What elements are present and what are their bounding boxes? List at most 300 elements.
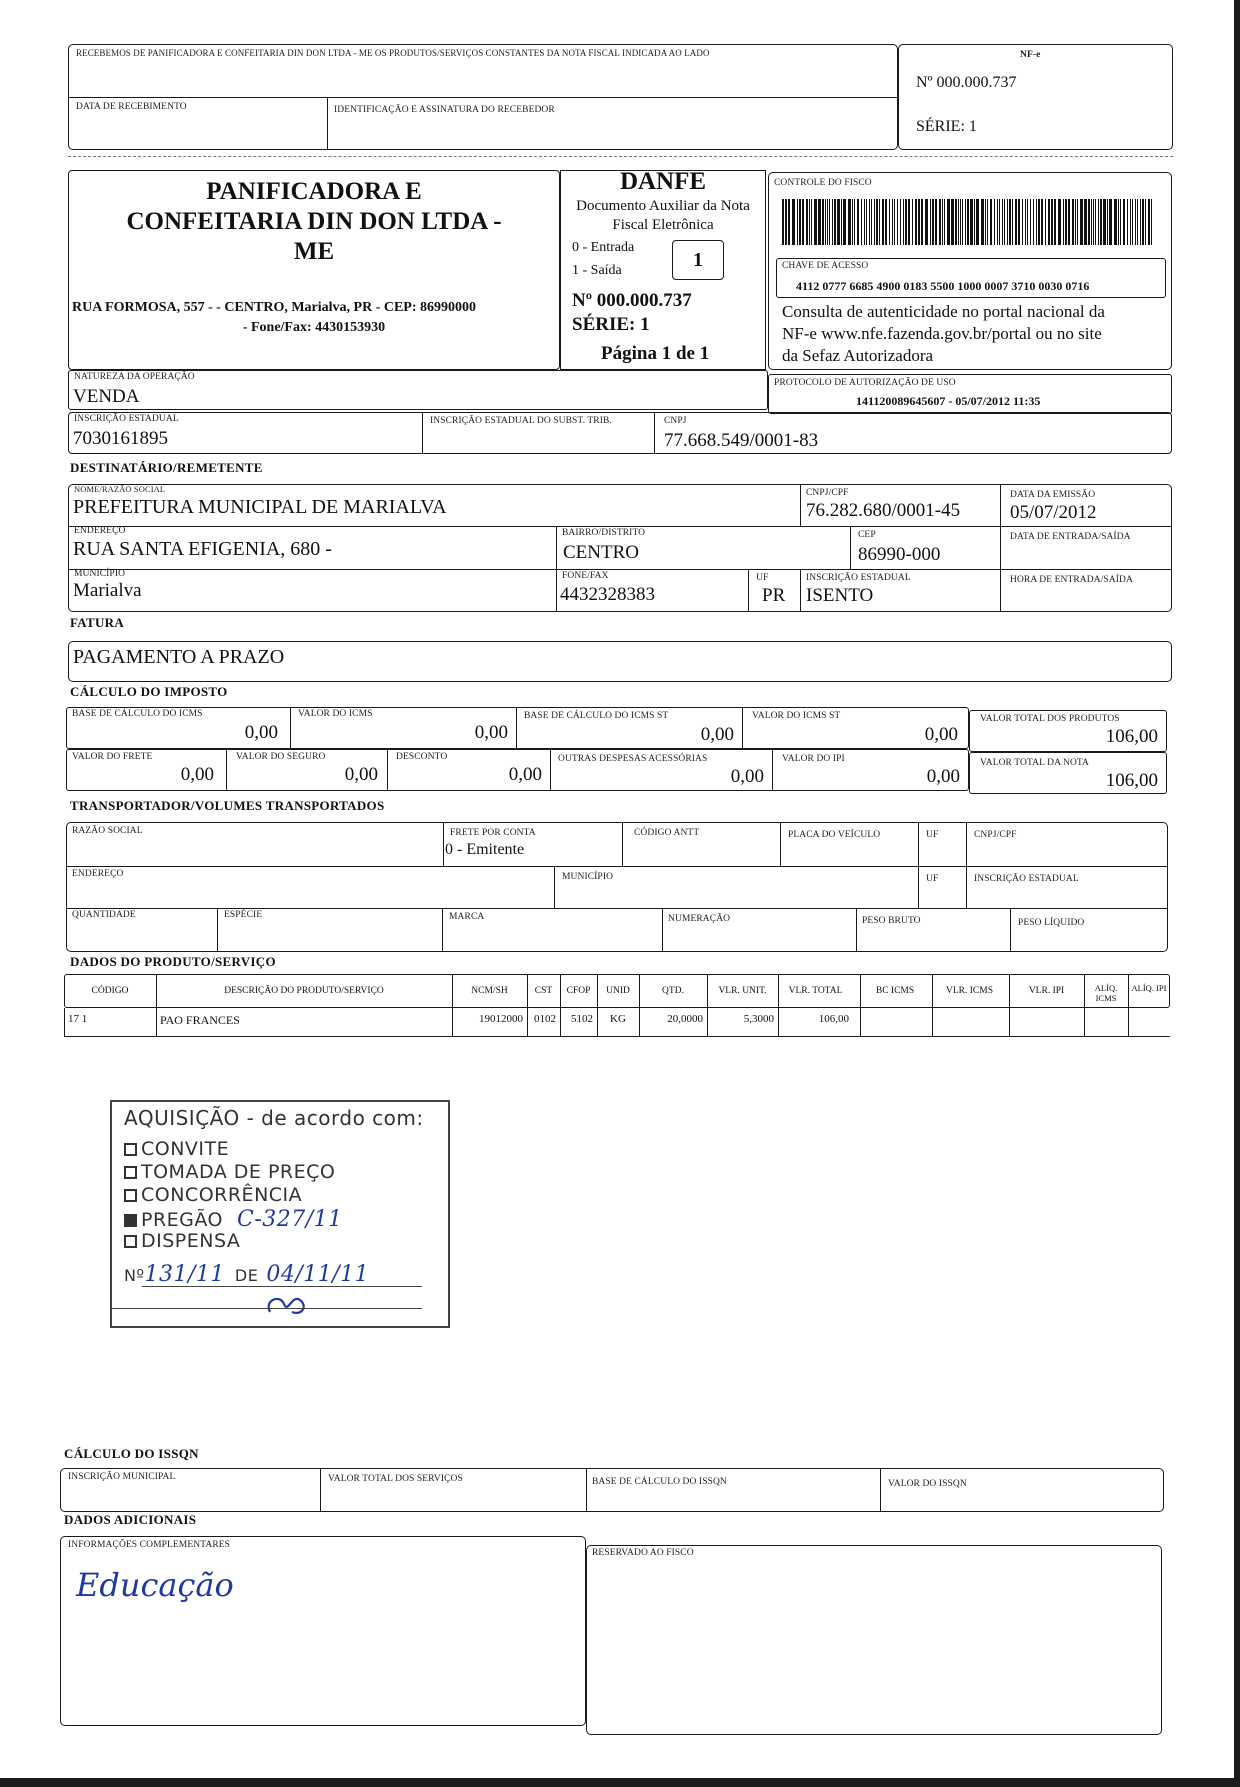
barcode-bar <box>797 199 798 245</box>
danfe-subtitle-line2: Fiscal Eletrônica <box>612 217 714 233</box>
products-header-cell: ALÍQ. ICMS <box>1094 983 1118 1003</box>
total-nota: 106,00 <box>1105 770 1158 791</box>
barcode-bar <box>822 199 824 245</box>
products-header-cell: VLR. TOTAL <box>788 986 843 996</box>
rec-uf: PR <box>762 585 786 606</box>
danfe-page: Página 1 de 1 <box>601 343 710 364</box>
reservado-box <box>586 1545 1162 1735</box>
rec-endereco: RUA SANTA EFIGENIA, 680 - <box>73 538 332 560</box>
total-produtos-label: VALOR TOTAL DOS PRODUTOS <box>980 714 1120 724</box>
barcode-bar <box>1015 199 1017 245</box>
barcode-bar <box>857 199 859 245</box>
products-header-cell: QTD. <box>662 986 684 996</box>
tr-uf2-label: UF <box>926 874 939 884</box>
tr-v7 <box>217 908 218 952</box>
desconto: 0,00 <box>508 764 542 785</box>
desconto-label: DESCONTO <box>396 752 448 762</box>
barcode-bar <box>792 199 795 245</box>
barcode-bar <box>876 199 878 245</box>
tr-frete: 0 - Emitente <box>445 841 525 858</box>
barcode-bar <box>990 199 992 245</box>
rec-municipio-label: MUNICÍPIO <box>74 569 126 579</box>
frete: 0,00 <box>180 764 214 785</box>
receipt-divider <box>68 97 898 98</box>
barcode-bar <box>1068 199 1070 245</box>
rec-v4 <box>748 569 749 612</box>
stamp-option-pregao: PREGÃO C-327/11 <box>124 1207 343 1232</box>
barcode-bar <box>837 199 840 245</box>
rec-ie-label: INSCRIÇÃO ESTADUAL <box>806 573 911 583</box>
protocolo-label: PROTOCOLO DE AUTORIZAÇÃO DE USO <box>774 378 956 388</box>
base-icms: 0,00 <box>244 722 278 743</box>
barcode-bar <box>802 199 804 245</box>
barcode-bar <box>806 199 808 245</box>
checkbox-dispensa <box>124 1235 137 1248</box>
barcode-bar <box>879 199 880 245</box>
danfe-entrada: 0 - Entrada <box>572 240 635 255</box>
barcode-bar <box>799 199 801 245</box>
barcode-bar <box>854 199 855 245</box>
ipi: 0,00 <box>926 766 960 787</box>
barcode-bar <box>1135 199 1136 245</box>
imp-v4 <box>226 749 227 791</box>
rec-name: PREFEITURA MUNICIPAL DE MARIALVA <box>73 496 447 518</box>
products-row-cell: 17 1 <box>68 1013 88 1025</box>
products-col-divider <box>932 974 933 1036</box>
barcode-bar <box>1022 199 1023 245</box>
tr-ie-label: INSCRIÇÃO ESTADUAL <box>974 874 1079 884</box>
rec-bairro: CENTRO <box>563 542 639 563</box>
products-row-cell: 5102 <box>571 1013 593 1025</box>
danfe-number: Nº 000.000.737 <box>572 290 692 311</box>
barcode-bar <box>915 199 917 245</box>
barcode-bar <box>782 199 784 245</box>
stamp-option-concorrencia: CONCORRÊNCIA <box>124 1184 302 1206</box>
issqn-section: CÁLCULO DO ISSQN <box>64 1446 199 1461</box>
tr-municipio-label: MUNICÍPIO <box>562 872 614 882</box>
valor-st-label: VALOR DO ICMS ST <box>752 711 841 721</box>
barcode-bar <box>908 199 910 245</box>
issuer-name-line1: PANIFICADORA E <box>206 178 422 205</box>
barcode-bar <box>994 199 995 245</box>
stamp-signature-line <box>112 1308 422 1309</box>
barcode-bar <box>903 199 904 245</box>
valor-icms-label: VALOR DO ICMS <box>298 709 373 719</box>
products-col-divider <box>560 974 561 1036</box>
imp-v5 <box>387 749 388 791</box>
issuer-address-line1: RUA FORMOSA, 557 - - CENTRO, Marialva, PR - CEP: 86990000 <box>72 300 477 315</box>
tr-v11 <box>1010 908 1011 952</box>
barcode-bar <box>970 199 973 245</box>
checkbox-tomada <box>124 1166 137 1179</box>
cnpj-value: 77.668.549/0001-83 <box>664 430 819 451</box>
rec-cep: 86990-000 <box>858 544 941 565</box>
natureza-label: NATUREZA DA OPERAÇÃO <box>74 372 195 382</box>
reservado-label: RESERVADO AO FISCO <box>592 1548 694 1558</box>
barcode-bar <box>939 199 941 245</box>
barcode-bar <box>942 199 943 245</box>
fatura-section: FATURA <box>70 615 125 630</box>
barcode-bar <box>814 199 817 245</box>
products-row-cell: KG <box>610 1013 626 1025</box>
tr-cnpj-label: CNPJ/CPF <box>974 830 1017 840</box>
issuer-address-line2: - Fone/Fax: 4430153930 <box>242 320 386 335</box>
rec-hora-label: HORA DE ENTRADA/SAÍDA <box>1010 575 1133 585</box>
base-st: 0,00 <box>700 724 734 745</box>
barcode-bar <box>1027 199 1028 245</box>
barcode-bar <box>825 199 826 245</box>
barcode-bar <box>1142 199 1144 245</box>
fatura-text: PAGAMENTO A PRAZO <box>73 646 285 668</box>
tr-v10 <box>856 908 857 952</box>
protocolo-value: 141120089645607 - 05/07/2012 11:35 <box>856 394 1041 408</box>
rec-name-label: NOME/RAZÃO SOCIAL <box>74 484 166 494</box>
tr-v8 <box>442 908 443 952</box>
tr-numeracao-label: NUMERAÇÃO <box>668 914 731 924</box>
tr-v6 <box>554 866 555 908</box>
checkbox-concorrencia <box>124 1189 137 1202</box>
barcode-bar <box>1038 199 1040 245</box>
barcode-bar <box>932 199 934 245</box>
rec-endereco-label: ENDEREÇO <box>74 526 126 536</box>
products-col-divider <box>597 974 598 1036</box>
barcode-bar <box>1095 199 1096 245</box>
barcode-bar <box>944 199 945 245</box>
total-nota-label: VALOR TOTAL DA NOTA <box>980 758 1090 768</box>
rec-emissao: 05/07/2012 <box>1010 502 1097 523</box>
receipt-header: RECEBEMOS DE PANIFICADORA E CONFEITARIA DIN DON LTDA - ME OS PRODUTOS/SERVIÇOS CONSTANTES DA NOTA FISCAL INDICADA AO LADO <box>76 48 710 58</box>
tr-h1 <box>66 866 1168 867</box>
barcode-bar <box>1033 199 1034 245</box>
barcode-bar <box>1100 199 1102 245</box>
barcode-bar <box>1009 199 1011 245</box>
barcode-bar <box>985 199 986 245</box>
products-row-cell: 5,3000 <box>743 1013 774 1025</box>
barcode-bar <box>897 199 898 245</box>
prod-left-edge <box>64 1008 65 1036</box>
ie-box <box>68 412 1172 454</box>
recipient-section: DESTINATÁRIO/REMETENTE <box>70 460 263 475</box>
barcode-bar <box>1065 199 1067 245</box>
rec-cnpj: 76.282.680/0001-45 <box>806 500 961 521</box>
barcode-bar <box>1012 199 1013 245</box>
danfe-serie: SÉRIE: 1 <box>572 314 650 335</box>
barcode-bar <box>861 199 862 245</box>
barcode-bar <box>935 199 937 245</box>
signature-initials <box>262 1290 322 1320</box>
ie-div1 <box>422 412 423 454</box>
rec-v5 <box>800 569 801 612</box>
products-header-cell: VLR. IPI <box>1028 986 1065 996</box>
barcode-bar <box>921 199 923 245</box>
tr-marca-label: MARCA <box>449 912 485 922</box>
outras-label: OUTRAS DESPESAS ACESSÓRIAS <box>558 754 708 764</box>
barcode-bar <box>785 199 787 245</box>
barcode-bar <box>1148 199 1150 245</box>
barcode-bar <box>874 199 875 245</box>
tr-frete-label: FRETE POR CONTA <box>450 828 536 838</box>
products-row-cell: PAO FRANCES <box>160 1013 240 1027</box>
tr-peso-bruto-label: PESO BRUTO <box>862 916 921 926</box>
tr-v3 <box>780 822 781 866</box>
products-col-divider <box>639 974 640 1036</box>
rec-municipio: Marialva <box>73 580 142 601</box>
receipt-vdivider <box>327 97 328 150</box>
products-col-divider <box>1009 974 1010 1036</box>
issqn-valor-label: VALOR DO ISSQN <box>888 1479 967 1489</box>
barcode-bar <box>1058 199 1061 245</box>
products-header-cell: CST <box>534 986 553 996</box>
barcode-bar <box>987 199 988 245</box>
receipt-nfe-label: NF-e <box>1020 50 1041 60</box>
barcode-bar <box>1054 199 1056 245</box>
rec-emissao-label: DATA DA EMISSÃO <box>1010 490 1096 500</box>
stamp-number-hand: 131/11 <box>144 1262 225 1287</box>
barcode-bar <box>1088 199 1090 245</box>
products-header-cell: ALÍQ. IPI <box>1131 983 1167 993</box>
products-row-cell: 19012000 <box>479 1013 523 1025</box>
barcode-bar <box>1041 199 1043 245</box>
issqn-base-label: BASE DE CÁLCULO DO ISSQN <box>592 1477 727 1487</box>
info-label: INFORMAÇÕES COMPLEMENTARES <box>68 1540 231 1550</box>
ie-label: INSCRIÇÃO ESTADUAL <box>74 414 179 424</box>
cut-line <box>68 156 1173 157</box>
products-header-cell: CÓDIGO <box>91 986 129 996</box>
barcode-bar <box>1084 199 1087 245</box>
issuer-name-line3: ME <box>293 238 335 265</box>
base-st-label: BASE DE CÁLCULO DO ICMS ST <box>524 711 669 721</box>
issqn-v2 <box>586 1468 587 1512</box>
barcode-bar <box>894 199 895 245</box>
barcode-bar <box>997 199 998 245</box>
barcode-bar <box>974 199 975 245</box>
products-row-cell: 0102 <box>534 1013 556 1025</box>
tr-endereco-label: ENDEREÇO <box>72 869 124 879</box>
rec-entrada-saida-label: DATA DE ENTRADA/SAÍDA <box>1010 532 1131 542</box>
acquisition-stamp <box>110 1100 450 1328</box>
barcode-bar <box>999 199 1000 245</box>
cnpj-label: CNPJ <box>664 416 687 426</box>
products-col-divider <box>860 974 861 1036</box>
danfe-subtitle-line1: Documento Auxiliar da Nota <box>576 198 750 214</box>
products-header-cell: BC ICMS <box>875 986 915 996</box>
barcode-bar <box>1045 199 1046 245</box>
products-col-divider <box>452 974 453 1036</box>
rec-uf-label: UF <box>756 573 769 583</box>
issqn-v3 <box>880 1468 881 1512</box>
ie-div2 <box>654 412 655 454</box>
barcode-bar <box>1118 199 1119 245</box>
rec-fone: 4432328383 <box>560 584 655 605</box>
barcode-bar <box>962 199 963 245</box>
barcode-bar <box>955 199 957 245</box>
barcode-bar <box>967 199 969 245</box>
danfe-title: DANFE <box>619 168 707 195</box>
barcode-bar <box>1080 199 1083 245</box>
barcode-bar <box>841 199 842 245</box>
imp-v2 <box>516 707 517 749</box>
barcode-bar <box>1093 199 1094 245</box>
barcode-bar <box>866 199 867 245</box>
stamp-number-line: Nº131/11 DE 04/11/11 <box>124 1262 370 1287</box>
barcode-bar <box>1072 199 1074 245</box>
barcode-bar <box>905 199 907 245</box>
barcode-bar <box>900 199 901 245</box>
rec-v3 <box>850 526 851 569</box>
barcode-bar <box>1025 199 1026 245</box>
ie-value: 7030161895 <box>73 428 168 449</box>
transport-box <box>66 822 1168 952</box>
barcode-bar <box>976 199 979 245</box>
barcode-bar <box>1018 199 1020 245</box>
rec-cnpj-label: CNPJ/CPF <box>806 488 849 498</box>
tr-uf-label: UF <box>926 830 939 840</box>
barcode-bar <box>1103 199 1106 245</box>
chave-value: 4112 0777 6685 4900 0183 5500 1000 0007 3710 0030 0716 <box>796 279 1090 293</box>
barcode-bar <box>832 199 833 245</box>
barcode-bar <box>869 199 870 245</box>
consulta-line2: NF-e www.nfe.fazenda.gov.br/portal ou no site <box>782 324 1102 343</box>
base-icms-label: BASE DE CÁLCULO DO ICMS <box>72 709 203 719</box>
barcode-bar <box>981 199 984 245</box>
barcode-bar <box>843 199 846 245</box>
checkbox-convite <box>124 1143 137 1156</box>
products-header-cell: NCM/SH <box>471 986 508 996</box>
barcode-bar <box>1151 199 1152 245</box>
danfe-saida: 1 - Saída <box>572 263 622 278</box>
stamp-option-tomada: TOMADA DE PREÇO <box>124 1161 335 1183</box>
barcode-bar <box>1063 199 1064 245</box>
barcode-bar <box>1077 199 1078 245</box>
products-col-divider <box>156 974 157 1036</box>
valor-st: 0,00 <box>924 724 958 745</box>
barcode-bar <box>1051 199 1053 245</box>
chave-label: CHAVE DE ACESSO <box>782 261 869 271</box>
barcode-bar <box>871 199 872 245</box>
rec-cep-label: CEP <box>858 530 876 540</box>
barcode-bar <box>918 199 920 245</box>
barcode-bar <box>1137 199 1138 245</box>
frete-label: VALOR DO FRETE <box>72 752 153 762</box>
ipi-label: VALOR DO IPI <box>782 754 845 764</box>
page-bottom-edge <box>0 1778 1240 1787</box>
barcode-bar <box>892 199 893 245</box>
barcode-bar <box>947 199 950 245</box>
seguro: 0,00 <box>344 764 378 785</box>
barcode-bar <box>848 199 851 245</box>
info-handwritten: Educação <box>76 1566 234 1604</box>
tr-v9 <box>662 908 663 952</box>
seguro-label: VALOR DO SEGURO <box>236 752 326 762</box>
barcode-bar <box>811 199 812 245</box>
issqn-im-label: INSCRIÇÃO MUNICIPAL <box>68 1472 176 1482</box>
barcode-bar <box>1145 199 1146 245</box>
rec-v2 <box>556 526 557 612</box>
barcode-bar <box>960 199 961 245</box>
receipt-date-label: DATA DE RECEBIMENTO <box>76 102 187 112</box>
stamp-date-hand: 04/11/11 <box>266 1262 370 1287</box>
barcode-bar <box>1107 199 1108 245</box>
transport-section: TRANSPORTADOR/VOLUMES TRANSPORTADOS <box>70 798 385 813</box>
barcode-bar <box>1075 199 1076 245</box>
products-col-divider <box>778 974 779 1036</box>
barcode-bar <box>1048 199 1050 245</box>
barcode-bar <box>1114 199 1117 245</box>
barcode-bar <box>809 199 810 245</box>
pregao-handwritten: C-327/11 <box>237 1207 343 1232</box>
receipt-signature-label: IDENTIFICAÇÃO E ASSINATURA DO RECEBEDOR <box>334 105 555 115</box>
barcode-bar <box>1130 199 1131 245</box>
valor-icms: 0,00 <box>474 722 508 743</box>
products-header-cell: VLR. UNIT. <box>718 986 767 996</box>
receipt-number: Nº 000.000.737 <box>916 74 1017 91</box>
barcode-bar <box>864 199 865 245</box>
rec-fone-label: FONE/FAX <box>562 571 609 581</box>
barcode <box>782 199 1154 247</box>
barcode-bar <box>788 199 790 245</box>
barcode-bar <box>834 199 836 245</box>
rec-ie: ISENTO <box>806 585 874 606</box>
products-header-cell: VLR. ICMS <box>946 986 993 996</box>
barcode-bar <box>958 199 959 245</box>
barcode-bar <box>1140 199 1141 245</box>
barcode-bar <box>951 199 954 245</box>
adicionais-section: DADOS ADICIONAIS <box>64 1512 197 1527</box>
tr-v5 <box>966 822 967 908</box>
barcode-bar <box>827 199 828 245</box>
total-produtos: 106,00 <box>1105 726 1158 747</box>
barcode-bar <box>1123 199 1125 245</box>
natureza-value: VENDA <box>73 386 140 407</box>
barcode-bar <box>1030 199 1031 245</box>
stamp-option-convite: CONVITE <box>124 1138 229 1160</box>
stamp-option-dispensa: DISPENSA <box>124 1230 240 1252</box>
imp-v6 <box>550 749 551 791</box>
products-col-divider <box>527 974 528 1036</box>
tr-antt-label: CÓDIGO ANTT <box>634 828 700 838</box>
receipt-serie: SÉRIE: 1 <box>916 118 977 135</box>
info-box <box>60 1536 586 1726</box>
barcode-bar <box>852 199 853 245</box>
products-row-cell: 20,0000 <box>667 1013 703 1025</box>
barcode-bar <box>1036 199 1037 245</box>
imp-v7 <box>772 749 773 791</box>
barcode-bar <box>1120 199 1121 245</box>
checkbox-pregao-checked <box>124 1214 137 1227</box>
rec-h2 <box>68 569 1172 570</box>
barcode-bar <box>818 199 821 245</box>
issqn-box <box>60 1468 1164 1512</box>
consulta-line3: da Sefaz Autorizadora <box>782 346 934 365</box>
products-section: DADOS DO PRODUTO/SERVIÇO <box>70 954 276 969</box>
products-row-cell: 106,00 <box>818 1013 849 1025</box>
rec-v1 <box>800 484 801 526</box>
imp-v3 <box>742 707 743 749</box>
barcode-bar <box>829 199 830 245</box>
barcode-bar <box>885 199 887 245</box>
products-header-cell: CFOP <box>566 986 591 996</box>
barcode-bar <box>925 199 928 245</box>
tr-v4 <box>918 822 919 908</box>
ie-st-label: INSCRIÇÃO ESTADUAL DO SUBST. TRIB. <box>430 416 612 426</box>
imp-v1 <box>290 707 291 749</box>
products-header-cell: DESCRIÇÃO DO PRODUTO/SERVIÇO <box>224 986 384 996</box>
imposto-section: CÁLCULO DO IMPOSTO <box>70 684 228 699</box>
barcode-bar <box>965 199 966 245</box>
tr-peso-liquido-label: PESO LÍQUIDO <box>1018 918 1085 928</box>
issqn-v1 <box>320 1468 321 1512</box>
barcode-bar <box>1127 199 1128 245</box>
